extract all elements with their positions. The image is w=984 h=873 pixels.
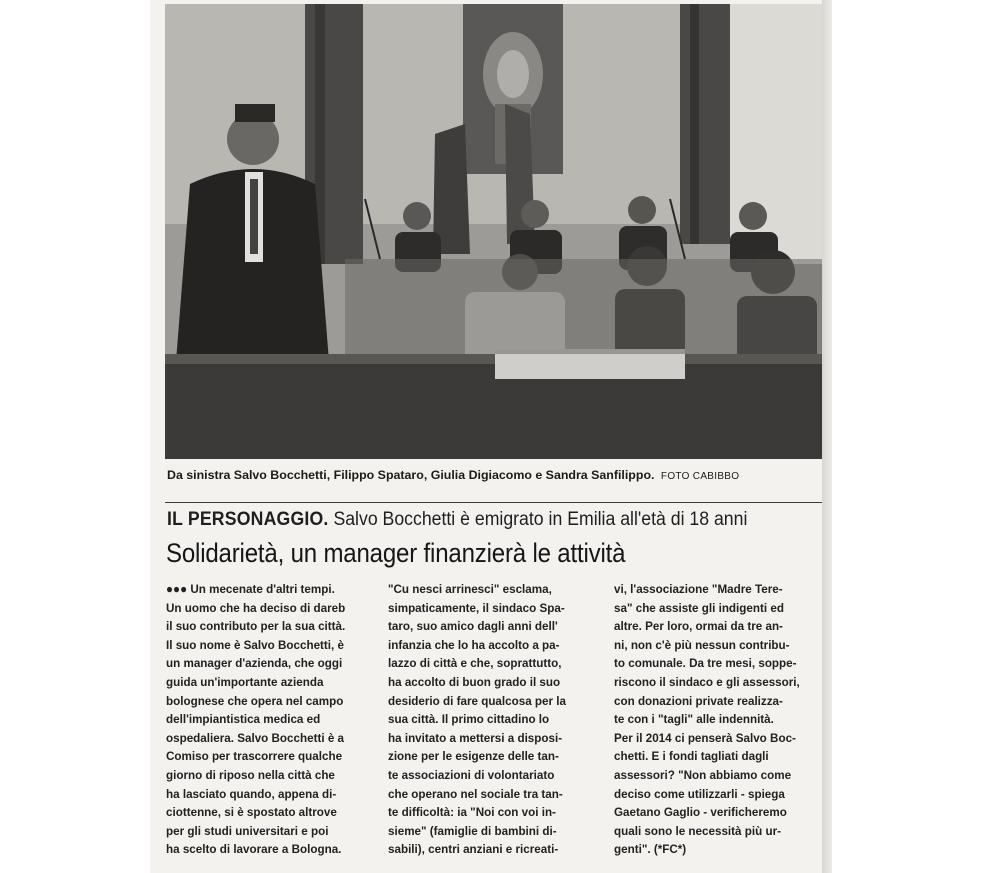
body-line: per gli studi universitari e poi [166,823,329,838]
article-kicker [167,509,781,531]
article-photo [165,4,822,459]
body-line: che operano nel sociale tra tan- [388,786,563,801]
body-line: Per il 2014 ci penserà Salvo Boc- [614,730,796,745]
body-line: to comunale. Da tre mesi, soppe- [614,656,797,671]
body-line: sua città. Il primo cittadino lo [388,712,550,727]
article-column-1 [166,580,380,859]
section-divider [165,502,822,503]
article-column-3 [614,580,828,859]
photo-credit: FOTO CABIBBO [660,471,740,482]
body-line: il suo contributo per la sua città. [166,619,346,634]
body-line: ciottenne, si è spostato altrove [166,805,337,820]
body-line: taro, suo amico dagli anni dell' [388,619,558,634]
body-line: "Cu nesci arrinesci" esclama, [388,582,552,596]
caption-text: Da sinistra Salvo Bocchetti, Filippo Spataro, Giulia Digiacomo e Sandra Sanfilippo. [167,468,655,482]
body-line: bolognese che opera nel campo [166,693,344,708]
body-line: con donazioni private realizza- [614,693,783,708]
body-line: ha scelto di lavorare a Bologna. [166,842,342,857]
body-line: giorno di riposo nella città che [166,767,335,782]
body-line: quali sono le necessità più ur- [614,823,781,838]
body-line: Il suo nome è Salvo Bocchetti, è [166,637,344,652]
photo-caption [167,468,827,482]
body-line: simpaticamente, il sindaco Spa- [388,600,565,615]
body-line: ha lasciato quando, appena di- [166,786,337,801]
body-line: Comiso per trascorrere qualche [166,749,343,764]
body-line: lazzo di città e che, soprattutto, [388,656,562,671]
article-column-2 [388,580,602,859]
body-line: un manager d'azienda, che oggi [166,656,343,671]
body-line: te associazioni di volontariato [388,767,555,782]
body-line: zione per le esigenze delle tan- [388,749,559,764]
body-line: sieme" (famiglie di bambini di- [388,823,557,838]
body-line: guida un'importante azienda [166,674,324,689]
body-line: te con i "tagli" alle indennità. [614,712,774,727]
kicker-tag: IL PERSONAGGIO. [167,509,329,530]
body-line: riscono il sindaco e gli assessori, [614,674,800,689]
body-line: ni, non c'è più nessun contribu- [614,637,790,652]
body-line: Gaetano Gaglio - verificheremo [614,805,787,820]
photo-council-meeting-icon [165,4,822,459]
body-line: deciso come utilizzarli - spiega [614,786,785,801]
body-line: sabili), centri anziani e ricreati- [388,842,559,857]
body-line: altre. Per loro, ormai da tre an- [614,619,783,634]
body-line: genti". (*FC*) [614,842,687,857]
body-line: dell'impiantistica medica ed [166,712,321,727]
body-line: chetti. E i fondi tagliati dagli [614,749,769,764]
body-line: desiderio di fare qualcosa per la [388,693,567,708]
body-line: sa" che assiste gli indigenti ed [614,600,784,615]
body-line: assessori? "Non abbiamo come [614,767,792,782]
body-line: infanzia che lo ha accolto a pa- [388,637,560,652]
body-line: ha invitato a mettersi a disposi- [388,730,563,745]
body-line: Un uomo che ha deciso di dareb [166,600,346,615]
body-line: te difficoltà: ia "Noi con voi in- [388,805,556,820]
body-line: ●●● Un mecenate d'altri tempi. [166,582,335,596]
kicker-text: Salvo Bocchetti è emigrato in Emilia all'età di 18 anni [333,509,748,530]
body-line: ospedaliera. Salvo Bocchetti è a [166,730,345,745]
article-headline: Solidarietà, un manager finanzierà le attività [166,538,626,568]
body-line: vi, l'associazione "Madre Tere- [614,582,783,596]
body-line: ha accolto di buon grado il suo [388,674,561,689]
